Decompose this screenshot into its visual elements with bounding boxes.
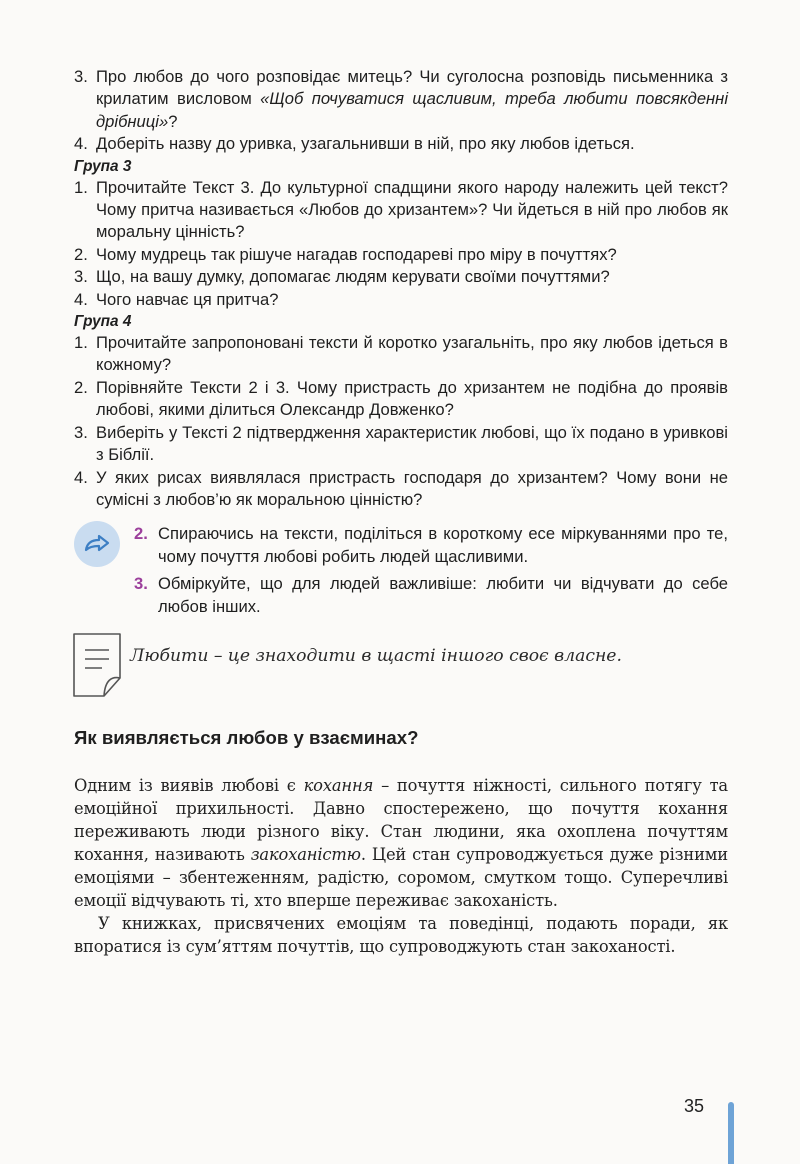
item-number: 3. (74, 422, 88, 442)
item-text: Прочитайте запропоновані тексти й коротко узагальніть, про яку любов ідеться в кожному? (96, 333, 728, 375)
tasks-block (74, 523, 728, 618)
paragraph: У книжках, присвячених емоціям та поведінці, подають поради, як впоратися із сум’яттям почуттів, що супроводжують стан закоханості. (74, 913, 728, 956)
item-text-part: Про любов до чого розповідає митець? Чи суголосна розповідь письменника з крилатим висловом (96, 67, 728, 109)
list-item (74, 244, 728, 266)
arrow-share-icon (74, 521, 120, 567)
task-item (134, 573, 728, 618)
item-number: 3. (74, 267, 88, 287)
item-number: 4. (74, 467, 88, 487)
page-edge-bar (728, 1102, 734, 1164)
text-run: . Цей стан супроводжується дуже різними емоціями – збентеженням, радістю, соромом, смутком тощо. Суперечливі емоції відчувають ті, хто вперше переживає закоханість. (74, 844, 728, 910)
list-item (74, 377, 728, 422)
section-body (74, 774, 728, 958)
group-4-list (74, 332, 728, 511)
term-zakokhanist: закоханістю (250, 844, 361, 864)
list-item (74, 66, 728, 133)
item-text: Порівняйте Тексти 2 і 3. Чому пристрасть до хризантем не подібна до проявів любові, якими ділиться Олександр Довженко? (96, 377, 728, 420)
item-number: 4. (74, 134, 88, 154)
list-item (74, 289, 728, 311)
questions-list-continued (74, 66, 728, 156)
item-text: Доберіть назву до уривка, узагальнивши в ній, про яку любов ідеться. (96, 134, 635, 154)
task-number: 2. (134, 524, 148, 544)
group-3-list (74, 177, 728, 311)
page-number: 35 (684, 1096, 705, 1116)
item-text: Чого навчає ця притча? (96, 289, 279, 309)
note-page-icon (72, 632, 124, 703)
group-4-title: Група 4 (74, 313, 132, 331)
page-content (74, 66, 728, 958)
list-item (74, 133, 728, 155)
list-item (74, 422, 728, 467)
item-text: Прочитайте Текст 3. До культурної спадщини якого народу належить цей текст? Чому притча називається «Любов до хризантем»? Чи йдеться в ній про любов як моральну цінність? (96, 177, 728, 242)
list-item (74, 332, 728, 377)
item-number: 1. (74, 333, 88, 353)
task-item (134, 523, 728, 568)
item-number: 2. (74, 377, 88, 397)
text-run: – почуття ніжності, сильного потягу та емоційної прихильності. Давно спостережено, що почуття кохання переживають люди різного віку. Стан людини, яка охоплена почуттям кохання, називають (74, 775, 728, 864)
list-item (74, 266, 728, 288)
paragraph (74, 774, 728, 912)
list-item (74, 177, 728, 244)
item-quote: «Щоб почуватися щасливим, треба любити повсякденні дрібниці» (96, 89, 729, 131)
text-run: Одним із виявів любові є (74, 775, 304, 795)
group-3-title: Група 3 (74, 157, 132, 175)
task-text: Спираючись на тексти, поділіться в короткому есе міркуваннями про те, чому почуття любові робить людей щасливими. (158, 524, 728, 566)
item-text: Чому мудрець так рішуче нагадав господареві про міру в почуттях? (96, 244, 617, 264)
item-text: У яких рисах виявлялася пристрасть господаря до хризантем? Чому вони не сумісні з любов’ю як моральною цінністю? (96, 467, 728, 509)
item-text (96, 66, 728, 133)
section-heading: Як виявляється любов у взаєминах? (74, 726, 419, 748)
task-text: Обміркуйте, що для людей важливіше: любити чи відчувати до себе любов інших. (158, 574, 728, 616)
item-number: 2. (74, 244, 88, 264)
task-number: 3. (134, 574, 148, 594)
item-number: 3. (74, 67, 88, 86)
item-number: 4. (74, 289, 88, 309)
item-number: 1. (74, 177, 88, 197)
item-text-part: ? (168, 111, 178, 131)
quote-block (74, 632, 728, 698)
list-item (74, 467, 728, 512)
item-text: Виберіть у Тексті 2 підтвердження характеристик любові, що їх подано в уривкові з Біблії. (96, 422, 728, 465)
term-kohannia: кохання (303, 775, 374, 795)
item-text: Що, на вашу думку, допомагає людям керувати своїми почуттями? (96, 267, 610, 287)
quote-text: Любити – це знаходити в щасті іншого своє власне. (130, 645, 622, 666)
